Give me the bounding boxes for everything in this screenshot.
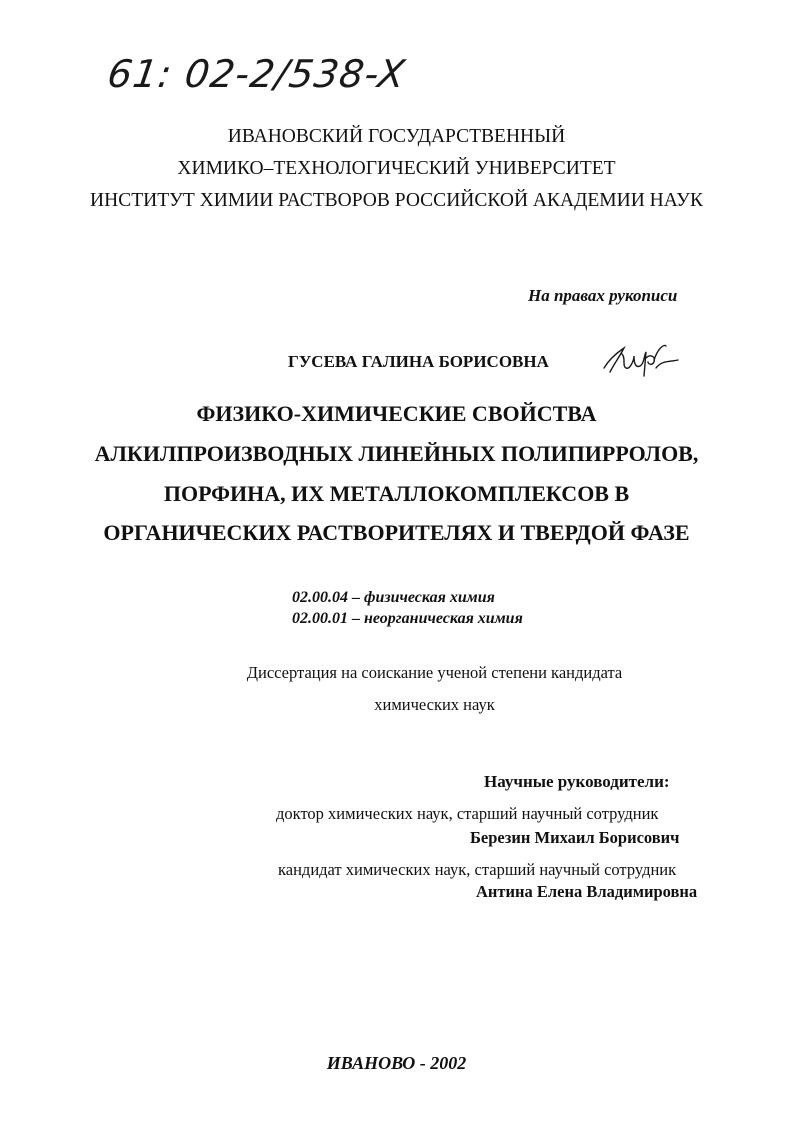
- institution-line-1: ИВАНОВСКИЙ ГОСУДАРСТВЕННЫЙ: [227, 126, 566, 147]
- supervisors-heading: Научные руководители:: [484, 772, 670, 791]
- specialty-code-2: 02.00.01 – неорганическая химия: [292, 610, 523, 627]
- institution-line-2: ХИМИКО–ТЕХНОЛОГИЧЕСКИЙ УНИВЕРСИТЕТ: [177, 158, 616, 179]
- manuscript-rights-note: На правах рукописи: [528, 286, 678, 305]
- institution-line-3: ИНСТИТУТ ХИМИИ РАСТВОРОВ РОССИЙСКОЙ АКАДЕМИИ НАУК: [90, 190, 703, 211]
- author-name: ГУСЕВА ГАЛИНА БОРИСОВНА: [288, 352, 549, 371]
- supervisor-2-title: кандидат химических наук, старший научный сотрудник: [278, 860, 677, 879]
- supervisor-2-name: Антина Елена Владимировна: [476, 882, 698, 901]
- specialty-code-1: 02.00.04 – физическая химия: [292, 589, 495, 606]
- city-year: ИВАНОВО - 2002: [326, 1053, 467, 1073]
- dissertation-title-line-1: ФИЗИКО-ХИМИЧЕСКИЕ СВОЙСТВА: [196, 401, 597, 426]
- degree-statement-line-1: Диссертация на соискание ученой степени кандидата: [246, 663, 623, 682]
- supervisor-1-title: доктор химических наук, старший научный сотрудник: [276, 804, 659, 823]
- dissertation-title-line-3: ПОРФИНА, ИХ МЕТАЛЛОКОМПЛЕКСОВ В: [163, 481, 630, 506]
- dissertation-title-line-4: ОРГАНИЧЕСКИХ РАСТВОРИТЕЛЯХ И ТВЕРДОЙ ФАЗЕ: [103, 520, 690, 545]
- supervisor-1-name: Березин Михаил Борисович: [470, 828, 680, 847]
- author-signature: [600, 338, 680, 380]
- handwritten-registration-code: 61: 02-2/538-X: [104, 52, 409, 96]
- degree-statement-line-2: химических наук: [374, 695, 495, 714]
- dissertation-title-line-2: АЛКИЛПРОИЗВОДНЫХ ЛИНЕЙНЫХ ПОЛИПИРРОЛОВ,: [94, 441, 699, 466]
